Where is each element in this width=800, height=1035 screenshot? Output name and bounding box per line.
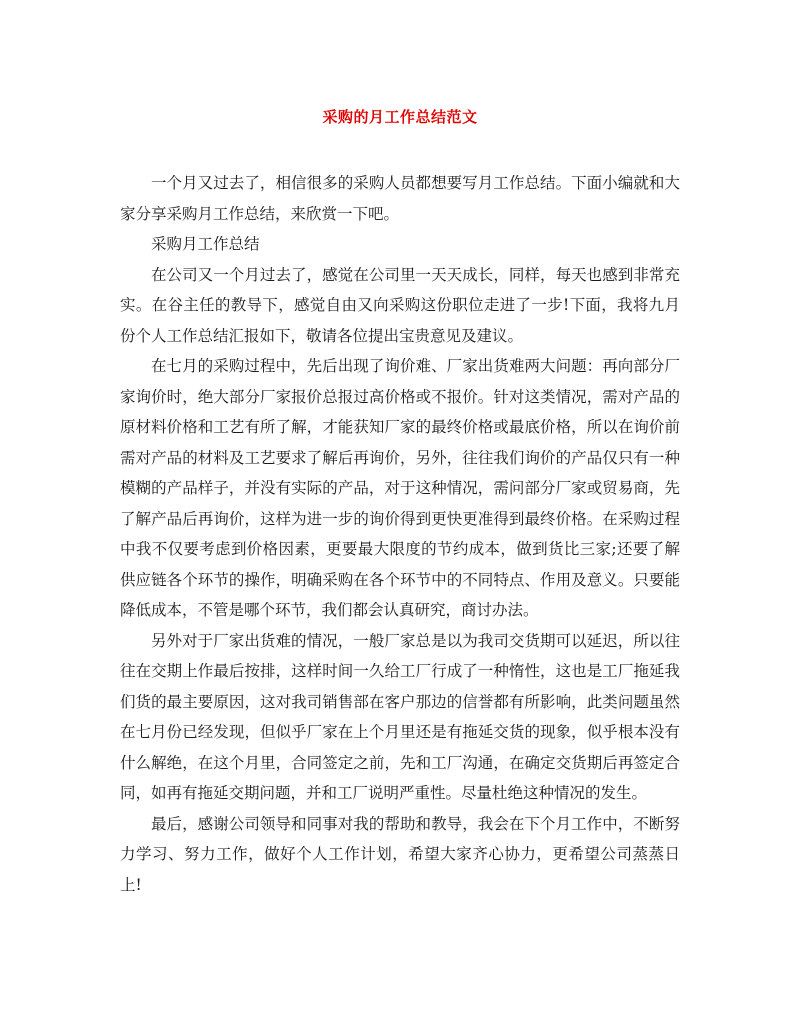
paragraph-delivery-issues: 另外对于厂家出货难的情况，一般厂家总是以为我司交货期可以延迟，所以往往在交期上作最后按排，这样时间一久给工厂行成了一种惰性，这也是工厂拖延我们货的最主要原因，这对我司销售部在客户那边的信誉都有所影响，此类问题虽然在七月份已经发现，但似乎厂家在上个月里还是有拖延交货的现象，似乎根本没有什么解绝，在这个月里，合同签定之前，先和工厂沟通，在确定交货期后再签定合同，如再有拖延交期问题，并和工厂说明严重性。尽量杜绝这种情况的发生。 [120, 631, 680, 802]
paragraph-overview: 在公司又一个月过去了，感觉在公司里一天天成长，同样，每天也感到非常充实。在谷主任的教导下，感觉自由又向采购这份职位走进了一步!下面，我将九月份个人工作总结汇报如下，敬请各位提出宝贵意见及建议。 [120, 265, 680, 345]
paragraph-subheading: 采购月工作总结 [151, 235, 260, 253]
document-title: 采购的月工作总结范文 [322, 108, 478, 126]
paragraph-intro: 一个月又过去了，相信很多的采购人员都想要写月工作总结。下面小编就和大家分享采购月工作总结，来欣赏一下吧。 [120, 174, 680, 223]
paragraph-inquiry-issues: 在七月的采购过程中，先后出现了询价难、厂家出货难两大问题：再向部分厂家询价时，绝大部分厂家报价总报过高价格或不报价。针对这类情况，需对产品的原材料价格和工艺有所了解，才能获知厂家的最终价格或最底价格，所以在询价前需对产品的材料及工艺要求了解后再询价，另外，往往我们询价的产品仅只有一种模糊的产品样子，并没有实际的产品，对于这种情况，需问部分厂家或贸易商，先了解产品后再询价，这样为进一步的询价得到更快更准得到最终价格。在采购过程中我不仅要考虑到价格因素，更要最大限度的节约成本，做到货比三家;还要了解供应链各个环节的操作，明确采购在各个环节中的不同特点、作用及意义。只要能降低成本，不管是哪个环节，我们都会认真研究，商讨办法。 [120, 357, 680, 619]
document-body [120, 168, 680, 900]
paragraph-closing: 最后，感谢公司领导和同事对我的帮助和教导，我会在下个月工作中，不断努力学习、努力工作，做好个人工作计划，希望大家齐心协力，更希望公司蒸蒸日上! [120, 814, 680, 894]
